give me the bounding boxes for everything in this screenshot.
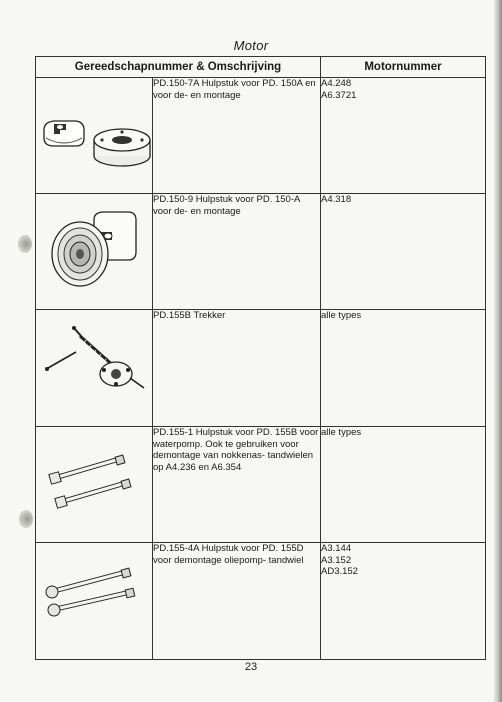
engine-numbers: [321, 543, 486, 660]
seal-installer-tool-icon: [36, 78, 153, 194]
tool-image-cell: [36, 310, 153, 427]
punch-hole-lower: [19, 510, 33, 528]
engine-number: alle types: [321, 310, 362, 321]
page-heading: Motor: [233, 38, 269, 53]
header-tool: Gereedschapnummer & Omschrijving: [36, 57, 321, 78]
engine-number: A4.248: [321, 78, 352, 89]
engine-number: AD3.152: [321, 566, 358, 577]
engine-number: A4.318: [321, 194, 352, 205]
punch-hole-upper: [18, 235, 32, 253]
tool-image-cell: [36, 543, 153, 660]
tool-description: PD.155-1 Hulpstuk voor PD. 155B voor waterpomp. Ook te gebruiken voor demontage van nokkenas- tandwielen op A4.236 en A6.354: [153, 427, 321, 543]
pulley-adapter-tool-icon: [36, 194, 153, 310]
tool-description: PD.150-9 Hulpstuk voor PD. 150-A voor de- en montage: [153, 194, 321, 310]
page-number: 23: [244, 661, 258, 673]
puller-tool-icon: [36, 310, 153, 427]
tool-image-cell: [36, 194, 153, 310]
engine-number: alle types: [321, 427, 362, 438]
engine-number: A3.144: [321, 543, 352, 554]
table-header-row: [36, 57, 486, 78]
engine-numbers: [321, 78, 486, 194]
tool-image-cell: [36, 427, 153, 543]
engine-numbers: [321, 310, 486, 427]
header-engine: Motornummer: [321, 57, 486, 78]
long-studs-icon: [36, 543, 153, 660]
table-row: [36, 427, 486, 543]
threaded-studs-icon: [36, 427, 153, 543]
tools-table: [35, 56, 486, 660]
page-edge-shadow: [494, 0, 502, 702]
table-row: [36, 543, 486, 660]
table-row: [36, 310, 486, 427]
table-row: [36, 78, 486, 194]
engine-numbers: [321, 194, 486, 310]
engine-number: A6.3721: [321, 89, 357, 101]
tool-description: PD.155B Trekker: [153, 310, 321, 427]
tool-image-cell: [36, 78, 153, 194]
engine-numbers: [321, 427, 486, 543]
tool-description: PD.155-4A Hulpstuk voor PD. 155D voor demontage oliepomp- tandwiel: [153, 543, 321, 660]
engine-number: A3.152: [321, 554, 352, 566]
tool-description: PD.150-7A Hulpstuk voor PD. 150A en voor de- en montage: [153, 78, 321, 194]
table-row: [36, 194, 486, 310]
